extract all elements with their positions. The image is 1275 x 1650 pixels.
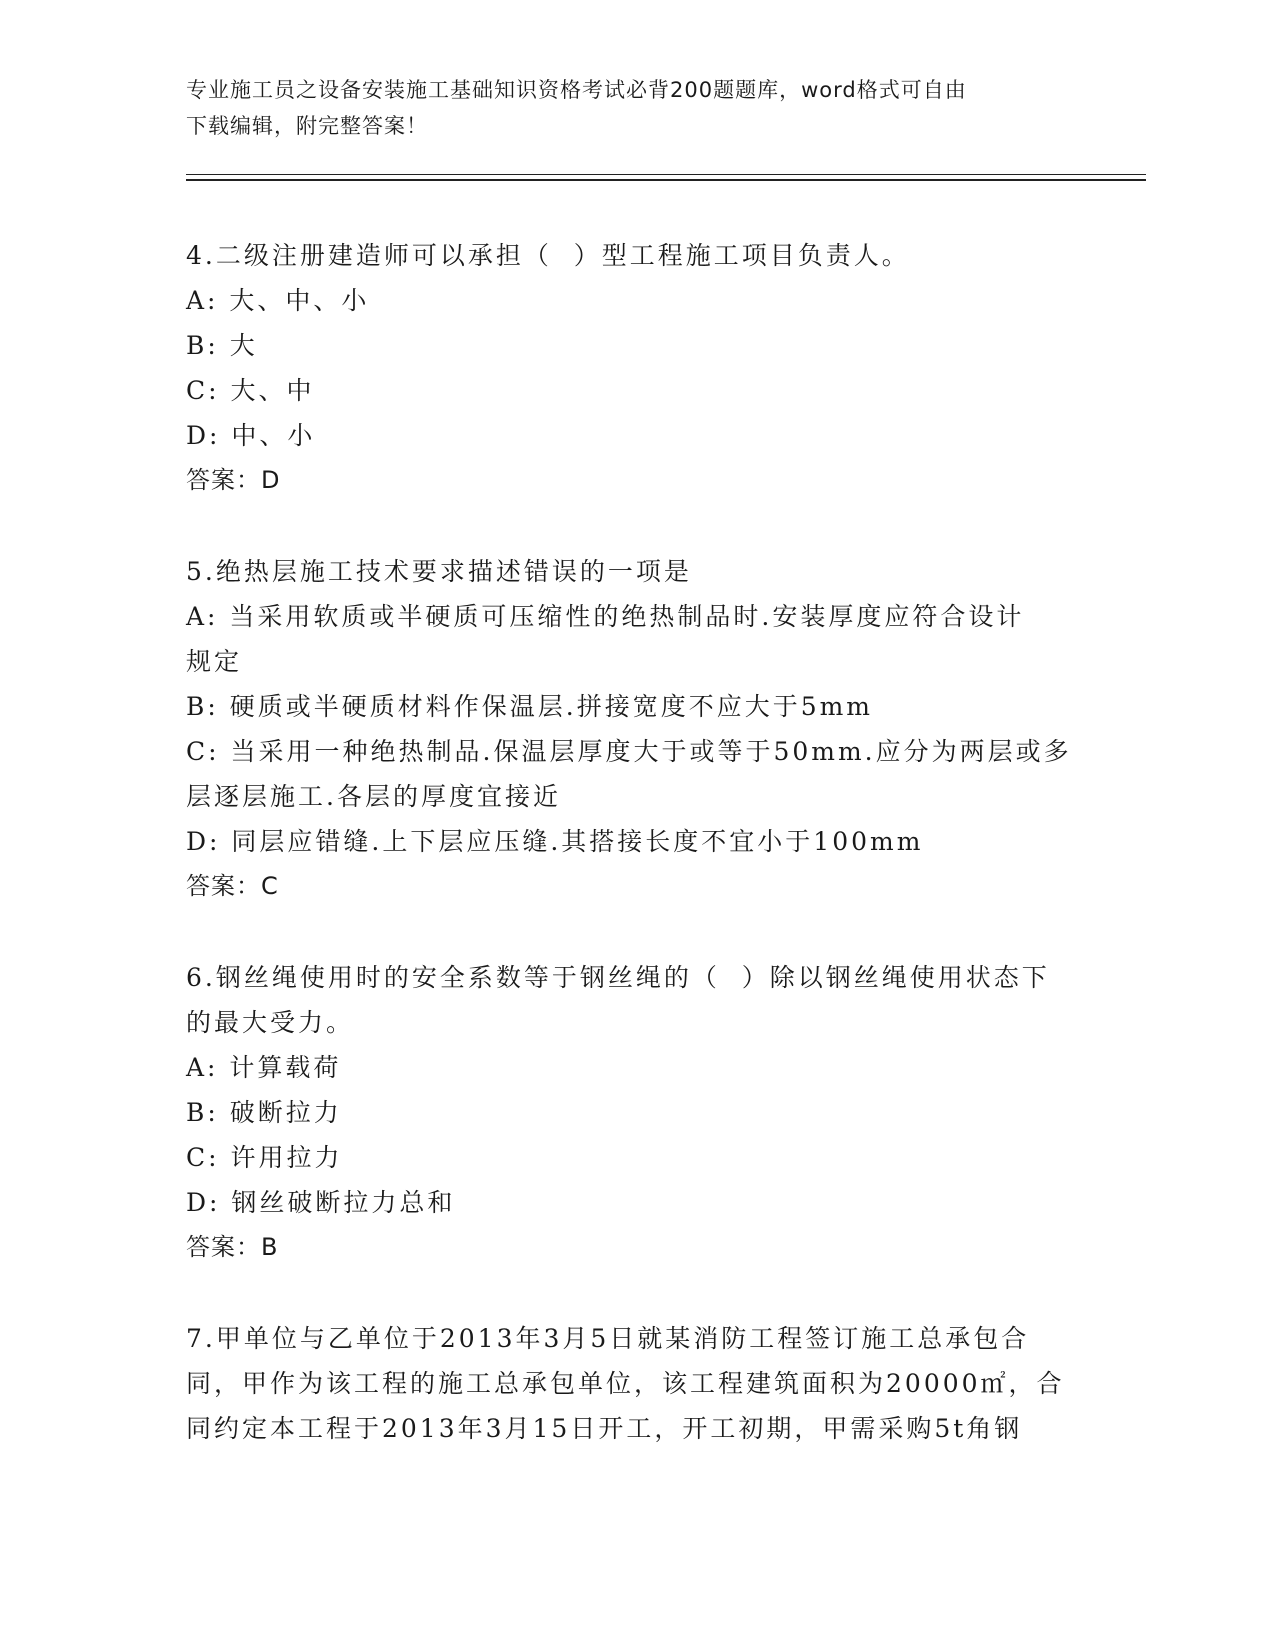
question-stem-continued: 同约定本工程于2013年3月15日开工，开工初期，甲需采购5t角钢 <box>186 1414 1023 1443</box>
answer: 答案：C <box>186 872 279 900</box>
question-stem: 5.绝热层施工技术要求描述错误的一项是 <box>186 557 692 586</box>
header-line-2: 下载编辑，附完整答案！ <box>186 114 428 138</box>
question-stem: 7.甲单位与乙单位于2013年3月5日就某消防工程签订施工总承包合 <box>186 1324 1030 1353</box>
option-a: A: 计算载荷 <box>186 1053 342 1082</box>
document-header <box>186 72 1086 144</box>
question-7 <box>186 1316 1086 1451</box>
option-a: A: 大、中、小 <box>186 286 370 315</box>
question-stem: 6.钢丝绳使用时的安全系数等于钢丝绳的（ ）除以钢丝绳使用状态下 <box>186 963 1050 992</box>
option-b: B: 硬质或半硬质材料作保温层.拼接宽度不应大于5mm <box>186 692 874 721</box>
option-d: D: 中、小 <box>186 421 316 450</box>
answer: 答案：B <box>186 1233 279 1261</box>
option-b: B: 大 <box>186 331 258 360</box>
question-list <box>186 233 1086 1497</box>
option-a-continued: 规定 <box>186 647 243 676</box>
option-b: B: 破断拉力 <box>186 1098 342 1127</box>
question-6 <box>186 955 1086 1270</box>
option-a: A: 当采用软质或半硬质可压缩性的绝热制品时.安装厚度应符合设计 <box>186 602 1025 631</box>
header-divider-thick <box>186 179 1146 181</box>
option-c: C: 当采用一种绝热制品.保温层厚度大于或等于50mm.应分为两层或多 <box>186 737 1072 766</box>
option-c-continued: 层逐层施工.各层的厚度宜接近 <box>186 782 561 811</box>
question-stem: 4.二级注册建造师可以承担（ ）型工程施工项目负责人。 <box>186 241 910 270</box>
header-divider-thin <box>186 174 1146 175</box>
question-stem-continued: 同，甲作为该工程的施工总承包单位，该工程建筑面积为20000㎡，合 <box>186 1369 1065 1398</box>
option-d: D: 同层应错缝.上下层应压缝.其搭接长度不宜小于100mm <box>186 827 924 856</box>
option-c: C: 大、中 <box>186 376 315 405</box>
header-line-1: 专业施工员之设备安装施工基础知识资格考试必背200题题库，word格式可自由 <box>186 78 967 102</box>
question-5 <box>186 549 1086 909</box>
option-d: D: 钢丝破断拉力总和 <box>186 1188 456 1217</box>
question-4 <box>186 233 1086 503</box>
question-stem-continued: 的最大受力。 <box>186 1008 355 1037</box>
option-c: C: 许用拉力 <box>186 1143 343 1172</box>
answer: 答案：D <box>186 466 281 494</box>
